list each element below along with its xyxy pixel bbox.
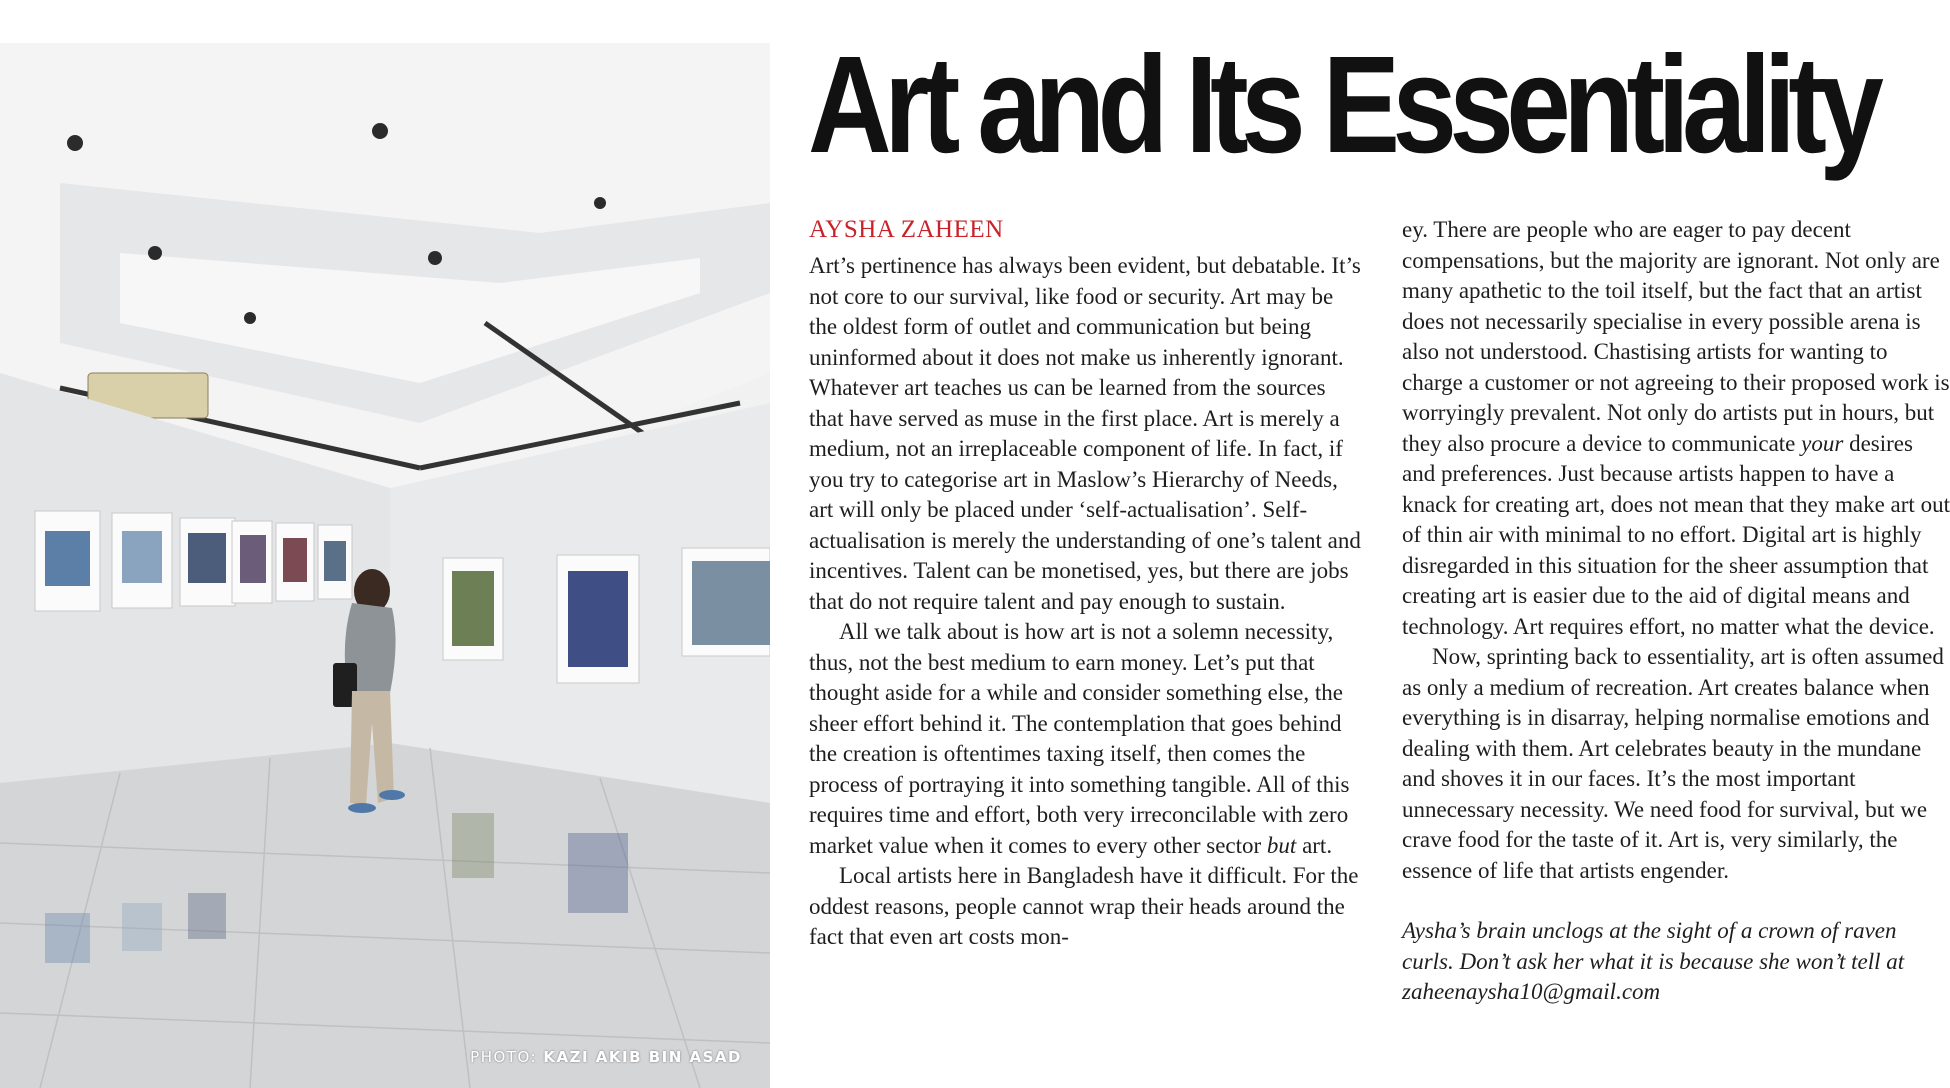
paragraph-4: Now, sprinting back to essentiality, art is often assumed as only a medium of recreation. Art creates balance when everything is in disarray, helping normalise emotions and dealing with them. Art celebrates beauty in the mundane and shoves it in our faces. It’s the most important unnecessary necessity. We need food for survival, but we crave food for the taste of it. Art is, very similarly, the essence of life that artists engender. bbox=[1402, 644, 1944, 883]
paragraph-2-emphasis: but bbox=[1266, 832, 1297, 858]
gallery-illustration bbox=[0, 43, 770, 1088]
author-byline: AYSHA ZAHEEN bbox=[809, 216, 1004, 243]
paragraph-3-emphasis: your bbox=[1801, 430, 1844, 456]
photo-credit-name: KAZI AKIB BIN ASAD bbox=[543, 1048, 742, 1066]
paragraph-3: Local artists here in Bangladesh have it difficult. For the oddest reasons, people cannot wrap their heads around the fact that even art costs mon- bbox=[809, 863, 1359, 949]
paragraph-2-end: art. bbox=[1296, 832, 1333, 858]
paragraph-2-text: All we talk about is how art is not a solemn necessity, thus, not the best medium to earn money. Let’s put that thought aside for a while and consider something else, the sheer effort behind it. The contemplation that goes behind the creation is oftentimes taxing itself, then comes the process of portraying it into something tangible. All of this requires time and effort, both very irreconcilable with zero market value when it comes to every other sector bbox=[809, 619, 1350, 858]
paragraph-3-continued-text: ey. There are people who are eager to pay decent compensations, but the majority are ignorant. Not only are many apathetic to the toil itself, but the fact that an artist does not necessarily specialise in every possible arena is also not understood. Chastising artists for wanting to charge a customer or not agreeing to their proposed work is worryingly prevalent. Not only do artists put in hours, but they also procure a device to communicate bbox=[1402, 217, 1950, 456]
paragraph-3-continued bbox=[1402, 215, 1950, 642]
article-headline: Art and Its Essentiality bbox=[808, 28, 1877, 182]
paragraph-2 bbox=[809, 617, 1365, 861]
article-column-left bbox=[809, 215, 1365, 953]
gallery-photo bbox=[0, 43, 770, 1088]
paragraph-3-continued-end: desires and preferences. Just because artists happen to have a knack for creating art, does not mean that they make art out of thin air with minimal to no effort. Digital art is highly disregarded in this situation for the sheer assumption that creating art is easier due to the aid of digital means and technology. Art requires effort, no matter what the device. bbox=[1402, 430, 1950, 639]
paragraph-1: Art’s pertinence has always been evident, but debatable. It’s not core to our survival, like food or security. Art may be the oldest form of outlet and communication but being uninformed about it does not make us inherently ignorant. Whatever art teaches us can be learned from the sources that have served as muse in the first place. Art is merely a medium, not an irreplaceable component of life. In fact, if you try to categorise art in Maslow’s Hierarchy of Needs, art will only be placed under ‘self-actualisation’. Self-actualisation is merely the understanding of one’s talent and incentives. Talent can be monetised, yes, but there are jobs that do not require talent and pay enough to sustain. bbox=[809, 253, 1361, 614]
photo-credit-prefix: PHOTO: bbox=[470, 1048, 538, 1066]
article-column-right bbox=[1402, 215, 1950, 1008]
photo-credit bbox=[470, 1048, 742, 1066]
author-bio: Aysha’s brain unclogs at the sight of a crown of raven curls. Don’t ask her what it is because she won’t tell at zaheenaysha10@gmail.com bbox=[1402, 918, 1905, 1004]
